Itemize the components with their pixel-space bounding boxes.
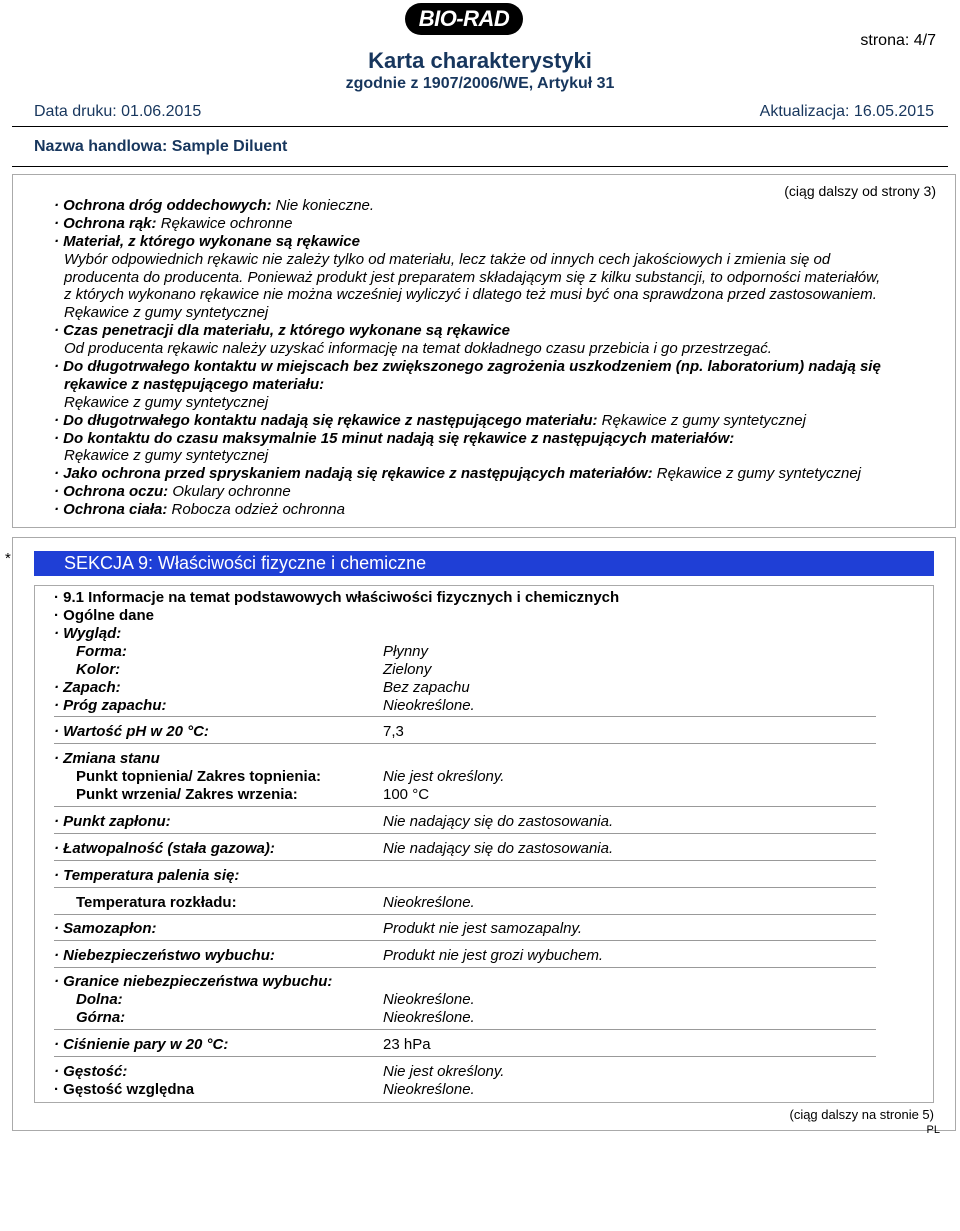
eye-protection: · Ochrona oczu: Okulary ochronne	[54, 483, 291, 500]
short-contact-heading: · Do kontaktu do czasu maksymalnie 15 minut nadają się rękawice z następujących materiałów:	[54, 430, 735, 447]
long-contact-heading: · Do długotrwałego kontaktu w miejscach bez zwiększonego zagrożenia uszkodzeniem (np. laboratorium) nadają się	[54, 358, 881, 375]
long-contact-value: Rękawice z gumy syntetycznej	[64, 394, 269, 411]
general-data: · Ogólne dane	[54, 607, 155, 624]
glove-material-text: Wybór odpowiednich rękawic nie zależy tylko od materiału, lecz także od innych cech jakościowych i zmienia się od	[64, 251, 831, 268]
divider	[54, 716, 876, 717]
change-marker: *	[5, 550, 11, 567]
respiratory-protection: · Ochrona dróg oddechowych: Nie konieczne.	[54, 197, 375, 214]
divider	[54, 833, 876, 834]
page-number: strona: 4/7	[860, 32, 936, 49]
penetration-text: Od producenta rękawic należy uzyskać informację na temat dokładnego czasu przebicia i go przestrzegać.	[64, 340, 772, 357]
long-contact-heading-cont: rękawice z następującego materiału:	[64, 376, 325, 393]
divider	[54, 1056, 876, 1057]
divider	[54, 887, 876, 888]
penetration-heading: · Czas penetracji dla materiału, z którego wykonane są rękawice	[54, 322, 511, 339]
print-date: Data druku: 01.06.2015	[34, 103, 202, 120]
language-code: PL	[926, 1124, 940, 1136]
header-divider-2	[12, 166, 948, 167]
body-protection: · Ochrona ciała: Robocza odzież ochronna	[54, 501, 345, 518]
section9-heading: SEKCJA 9: Właściwości fizyczne i chemiczne	[34, 551, 934, 576]
hand-protection: · Ochrona rąk: Rękawice ochronne	[54, 215, 293, 232]
divider	[54, 806, 876, 807]
long-contact-row: · Do długotrwałego kontaktu nadają się rękawice z następującego materiału: Rękawice z gumy syntetycznej	[54, 412, 806, 429]
divider	[54, 914, 876, 915]
document-subtitle: zgodnie z 1907/2006/WE, Artykuł 31	[345, 75, 615, 92]
bio-rad-logo: BIO-RAD	[405, 3, 523, 35]
continued-to: (ciąg dalszy na stronie 5)	[789, 1107, 934, 1122]
divider	[54, 940, 876, 941]
glove-material-text: z których wykonano rękawice nie można wcześniej wyliczyć i dlatego też musi być ona sprawdzona przed zastosowaniem.	[64, 286, 877, 303]
glove-material-heading: · Materiał, z którego wykonane są rękawice	[54, 233, 360, 250]
continued-from: (ciąg dalszy od strony 3)	[784, 183, 936, 199]
subsection-heading: · 9.1 Informacje na temat podstawowych właściwości fizycznych i chemicznych	[54, 589, 620, 606]
divider	[54, 1029, 876, 1030]
trade-name: Nazwa handlowa: Sample Diluent	[34, 138, 288, 155]
header-divider	[12, 126, 948, 127]
state-change-label: · Zmiana stanu	[54, 750, 160, 767]
ignition-temp-label: · Temperatura palenia się:	[54, 867, 240, 884]
divider	[54, 967, 876, 968]
splash-protection-row: · Jako ochrona przed spryskaniem nadają się rękawice z następujących materiałów: Rękawice z gumy syntetycznej	[54, 465, 862, 482]
explosion-limits-label: · Granice niebezpieczeństwa wybuchu:	[54, 973, 333, 990]
appearance-label: · Wygląd:	[54, 625, 122, 642]
glove-material-value: Rękawice z gumy syntetycznej	[64, 304, 269, 321]
short-contact-value: Rękawice z gumy syntetycznej	[64, 447, 269, 464]
divider	[54, 743, 876, 744]
divider	[54, 860, 876, 861]
glove-material-text: producenta do producenta. Ponieważ produkt jest preparatem składającym się z kilku substancji, to odporności materiałów,	[64, 269, 881, 286]
update-date: Aktualizacja: 16.05.2015	[759, 103, 934, 120]
document-title: Karta charakterystyki	[368, 48, 592, 73]
